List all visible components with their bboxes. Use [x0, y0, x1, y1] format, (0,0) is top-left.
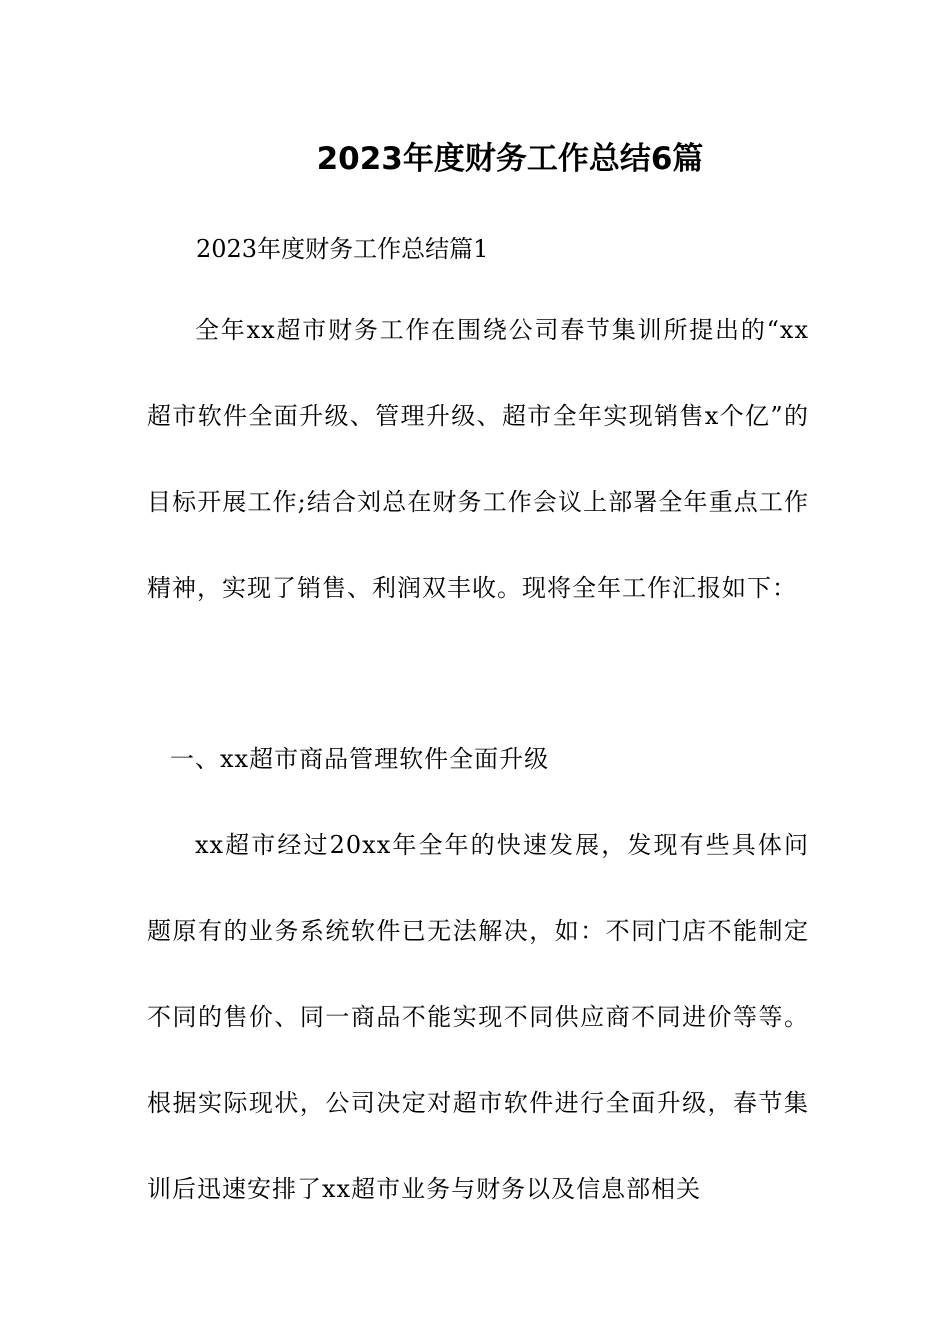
paragraph-2-text: xx超市经过20xx年全年的快速发展，发现有些具体问题原有的业务系统软件已无法解决，如：不同门店不能制定不同的售价、同一商品不能实现不同供应商不同进价等等。根据实际现状，公司决定对超市软件进行全面升级，春节集训后迅速安排了xx超市业务与财务以及信息部相关 — [147, 831, 809, 1203]
section-heading: 一、xx超市商品管理软件全面升级 — [170, 745, 550, 773]
paragraph-2 — [147, 802, 809, 1232]
paragraph-1-text: 全年xx超市财务工作在围绕公司春节集训所提出的“xx超市软件全面升级、管理升级、超市全年实现销售x个亿”的目标开展工作;结合刘总在财务工作会议上部署全年重点工作精神，实现了销售、利润双丰收。现将全年工作汇报如下： — [147, 316, 809, 602]
paragraph-1 — [147, 287, 809, 631]
section-subtitle: 2023年度财务工作总结篇1 — [196, 235, 489, 263]
document-title: 2023年度财务工作总结6篇 — [316, 141, 704, 177]
